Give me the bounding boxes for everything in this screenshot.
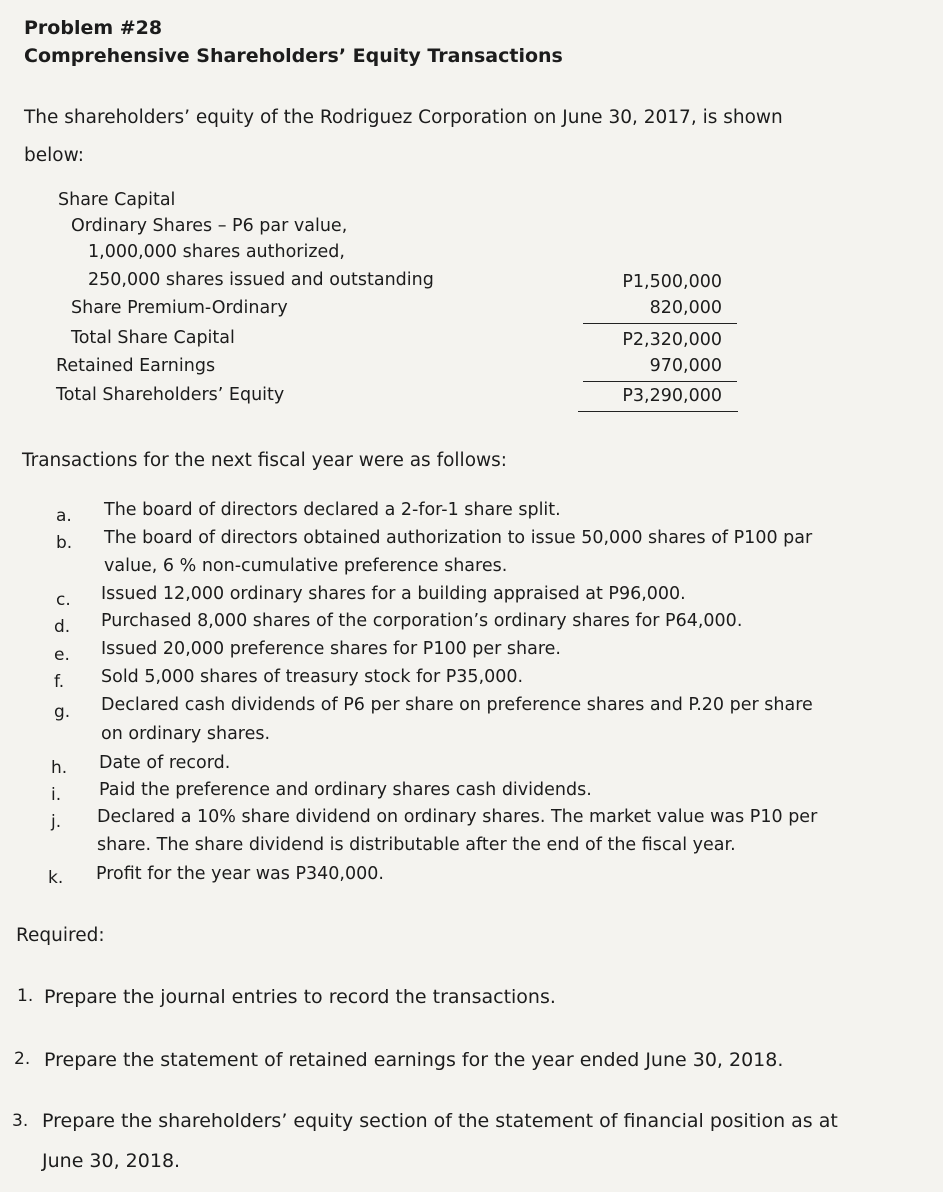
share-premium-label: Share Premium-Ordinary	[71, 298, 288, 318]
list-item: Profit for the year was P340,000.	[96, 864, 384, 884]
item-marker: 1.	[17, 986, 34, 1006]
list-item: Prepare the statement of retained earnings for the year ended June 30, 2018.	[44, 1049, 784, 1071]
required-heading: Required:	[16, 925, 105, 946]
list-item-continued: on ordinary shares.	[101, 724, 271, 744]
intro-line-2: below:	[24, 145, 84, 166]
retained-earnings-label: Retained Earnings	[56, 356, 216, 376]
item-marker: 2.	[14, 1049, 31, 1069]
item-marker: e.	[54, 645, 70, 665]
item-marker: 3.	[12, 1111, 29, 1131]
list-item: Declared cash dividends of P6 per share on preference shares and P.20 per share	[101, 695, 813, 715]
list-item: Purchased 8,000 shares of the corporation’s ordinary shares for P64,000.	[101, 611, 743, 631]
list-item: Date of record.	[99, 753, 231, 773]
item-marker: f.	[54, 672, 65, 692]
item-marker: b.	[56, 533, 73, 553]
total-equity-amount: P3,290,000	[622, 386, 722, 406]
retained-earnings-amount: 970,000	[649, 356, 722, 376]
item-marker: k.	[48, 868, 64, 888]
transactions-heading: Transactions for the next fiscal year were as follows:	[22, 450, 508, 471]
subtotal-rule-2	[583, 381, 737, 382]
list-item: Declared a 10% share dividend on ordinary shares. The market value was P10 per	[97, 807, 818, 827]
problem-number: Problem #28	[24, 17, 163, 39]
list-item: Sold 5,000 shares of treasury stock for P35,000.	[101, 667, 524, 687]
list-item: Prepare the journal entries to record the transactions.	[44, 986, 556, 1008]
list-item: Issued 20,000 preference shares for P100 per share.	[101, 639, 561, 659]
ordinary-shares-line-2: 1,000,000 shares authorized,	[88, 242, 345, 262]
subtotal-rule-1	[583, 323, 737, 324]
item-marker: g.	[54, 702, 71, 722]
total-share-capital-label: Total Share Capital	[71, 328, 235, 348]
list-item: Issued 12,000 ordinary shares for a building appraised at P96,000.	[101, 584, 686, 604]
ordinary-shares-line-1: Ordinary Shares – P6 par value,	[71, 216, 348, 236]
total-rule	[578, 411, 738, 412]
share-premium-amount: 820,000	[649, 298, 722, 318]
list-item-continued: June 30, 2018.	[42, 1150, 181, 1172]
problem-title: Comprehensive Shareholders’ Equity Transactions	[24, 45, 563, 67]
list-item-continued: share. The share dividend is distributable after the end of the fiscal year.	[97, 835, 736, 855]
ordinary-shares-amount: P1,500,000	[622, 272, 722, 292]
total-share-capital-amount: P2,320,000	[622, 330, 722, 350]
intro-line-1: The shareholders’ equity of the Rodriguez Corporation on June 30, 2017, is shown	[24, 107, 783, 128]
share-capital-label: Share Capital	[58, 190, 176, 210]
item-marker: h.	[51, 758, 68, 778]
list-item: Paid the preference and ordinary shares cash dividends.	[99, 780, 592, 800]
item-marker: i.	[51, 785, 62, 805]
list-item: Prepare the shareholders’ equity section of the statement of financial position as at	[42, 1110, 838, 1132]
item-marker: d.	[54, 617, 71, 637]
total-equity-label: Total Shareholders’ Equity	[56, 385, 285, 405]
item-marker: a.	[56, 506, 72, 526]
list-item-continued: value, 6 % non-cumulative preference shares.	[104, 556, 508, 576]
item-marker: j.	[51, 812, 62, 832]
item-marker: c.	[56, 590, 71, 610]
ordinary-shares-line-3: 250,000 shares issued and outstanding	[88, 270, 434, 290]
list-item: The board of directors declared a 2-for-1 share split.	[104, 500, 561, 520]
list-item: The board of directors obtained authorization to issue 50,000 shares of P100 par	[104, 528, 813, 548]
